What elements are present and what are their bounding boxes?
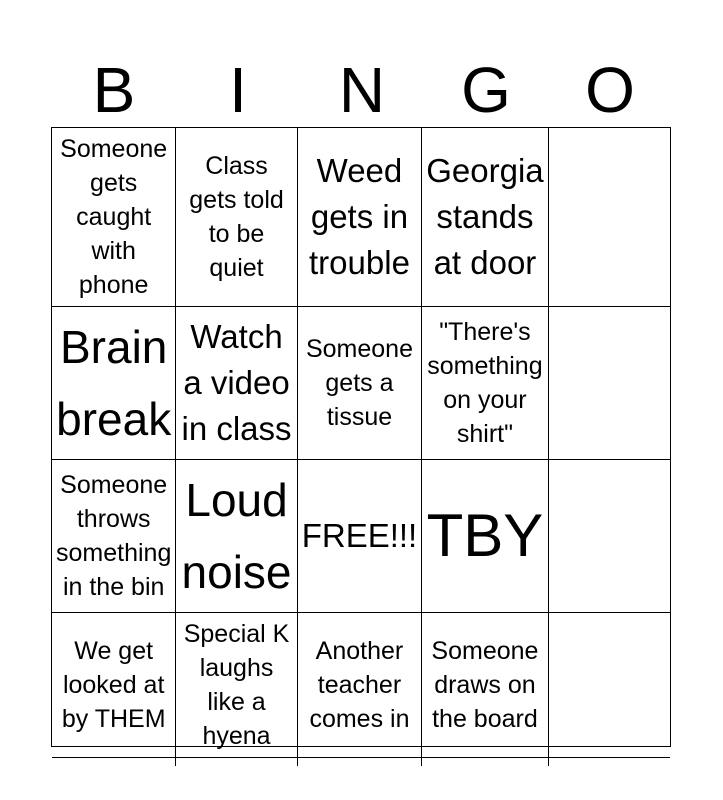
cell-text: "There's something on your shirt" bbox=[427, 318, 543, 448]
bingo-cell[interactable] bbox=[52, 460, 176, 613]
bingo-cell[interactable] bbox=[422, 128, 548, 307]
cell-text: Loud noise bbox=[181, 474, 292, 598]
header-letter-g: G bbox=[461, 54, 511, 126]
cell-text: Someone throws something in the bin bbox=[56, 471, 172, 601]
header-letter-o: O bbox=[585, 54, 635, 126]
header-letter-i: I bbox=[229, 54, 247, 126]
cell-text: We get looked at by THEM bbox=[61, 637, 166, 733]
bingo-cell[interactable] bbox=[422, 307, 548, 460]
bingo-cell[interactable] bbox=[422, 460, 548, 613]
bingo-cell[interactable] bbox=[52, 128, 176, 307]
cell-text: Someone gets caught with phone bbox=[60, 135, 168, 299]
cell-text: Special K laughs like a hyena bbox=[183, 620, 290, 750]
bingo-cell[interactable] bbox=[176, 758, 297, 766]
bingo-cell[interactable] bbox=[176, 460, 297, 613]
cell-text: Weed gets in trouble bbox=[309, 152, 410, 281]
bingo-cell[interactable] bbox=[52, 613, 176, 758]
cell-text: Someone draws on the board bbox=[431, 637, 539, 733]
bingo-cell[interactable] bbox=[549, 758, 670, 766]
header-letter-b: B bbox=[92, 54, 136, 126]
bingo-cell[interactable] bbox=[176, 613, 297, 758]
bingo-cell[interactable] bbox=[549, 307, 670, 460]
bingo-cell[interactable] bbox=[298, 307, 423, 460]
bingo-cell[interactable] bbox=[176, 128, 297, 307]
bingo-cell[interactable] bbox=[176, 307, 297, 460]
free-space-cell[interactable] bbox=[298, 460, 423, 613]
bingo-cell[interactable] bbox=[422, 613, 548, 758]
header-letter-n: N bbox=[338, 54, 386, 126]
cell-text: Someone gets a tissue bbox=[305, 335, 413, 431]
bingo-header bbox=[52, 52, 672, 128]
cell-text: TBY bbox=[426, 502, 544, 569]
bingo-cell[interactable] bbox=[549, 613, 670, 758]
bingo-cell[interactable] bbox=[549, 460, 670, 613]
cell-text: Class gets told to be quiet bbox=[189, 152, 284, 282]
bingo-cell[interactable] bbox=[298, 758, 423, 766]
cell-text: FREE!!! bbox=[301, 517, 418, 554]
bingo-cell[interactable] bbox=[549, 128, 670, 307]
cell-text: Brain break bbox=[56, 321, 172, 445]
bingo-cell[interactable] bbox=[298, 128, 423, 307]
bingo-cell[interactable] bbox=[298, 613, 423, 758]
bingo-cell[interactable] bbox=[52, 307, 176, 460]
cell-text: Georgia stands at door bbox=[426, 152, 544, 281]
bingo-grid bbox=[51, 127, 671, 750]
cell-text: Watch a video in class bbox=[181, 318, 292, 447]
cell-text: Another teacher comes in bbox=[309, 637, 410, 733]
bingo-cell[interactable] bbox=[422, 758, 548, 766]
bingo-cell[interactable] bbox=[52, 758, 176, 766]
